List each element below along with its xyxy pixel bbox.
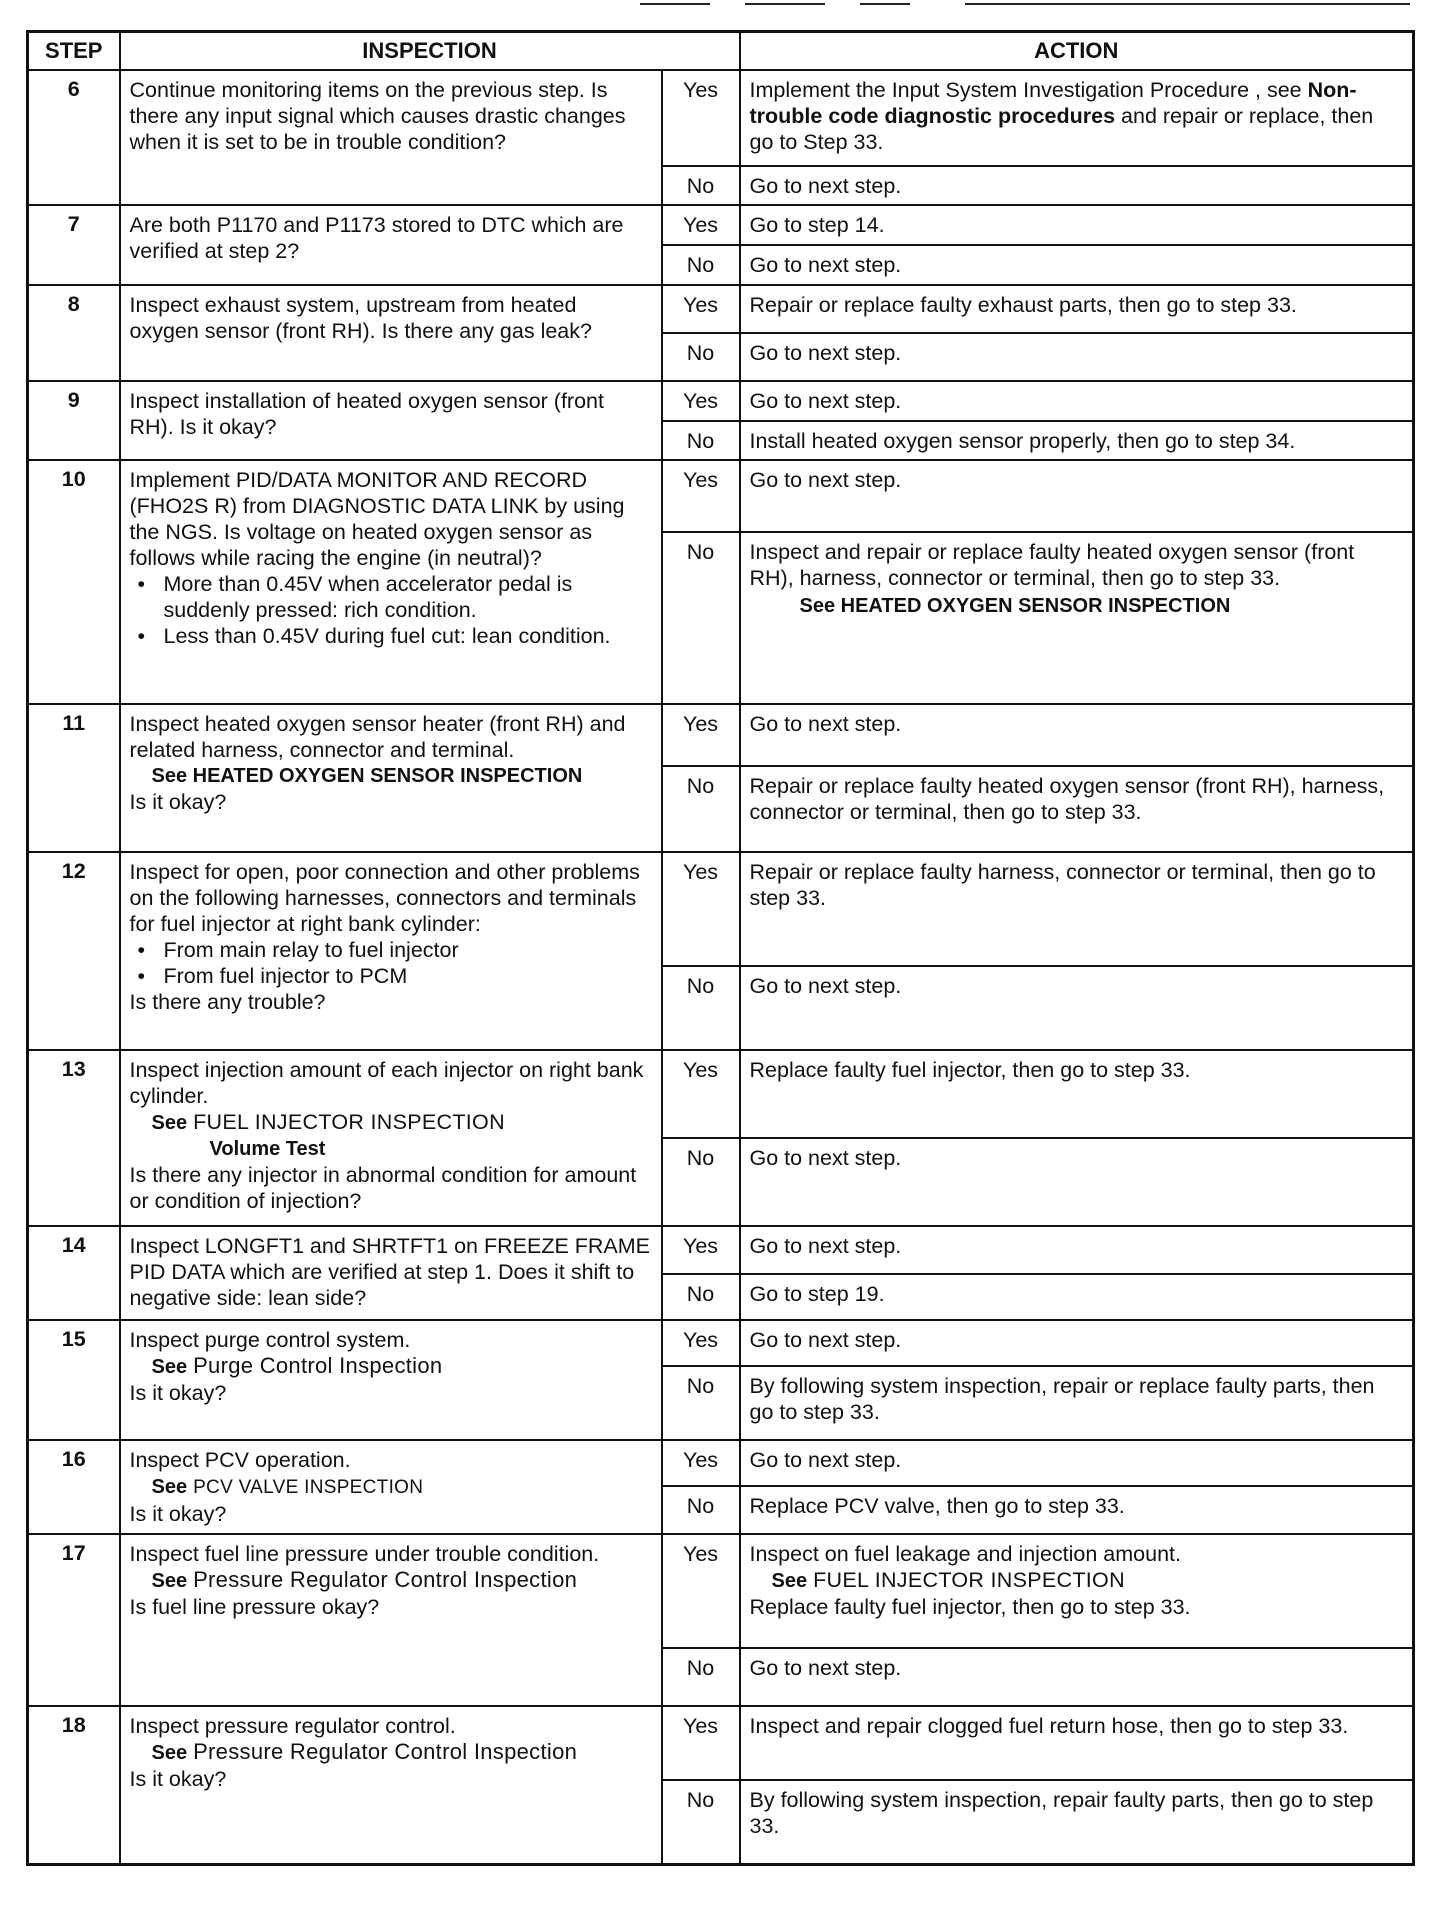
see-reference bbox=[130, 1353, 651, 1380]
yes-action bbox=[740, 1534, 1414, 1648]
step-number: 8 bbox=[28, 285, 120, 381]
step-number: 12 bbox=[28, 852, 120, 1050]
no-label: No bbox=[662, 333, 740, 381]
no-label: No bbox=[662, 421, 740, 460]
yes-label: Yes bbox=[662, 704, 740, 766]
table-row bbox=[28, 704, 1414, 766]
table-row bbox=[28, 1440, 1414, 1486]
yes-action: Repair or replace faulty exhaust parts, then go to step 33. bbox=[740, 285, 1414, 333]
no-label: No bbox=[662, 1366, 740, 1440]
inspection-cell bbox=[120, 704, 662, 852]
yes-label: Yes bbox=[662, 1050, 740, 1138]
inspection-text: Inspect PCV operation. bbox=[129, 1448, 351, 1472]
inspection-cell bbox=[120, 205, 662, 285]
step-number: 10 bbox=[28, 460, 120, 704]
see-reference bbox=[130, 1473, 651, 1501]
inspection-text: Inspect pressure regulator control. bbox=[129, 1714, 456, 1738]
yes-action: Go to next step. bbox=[740, 1320, 1414, 1366]
table-row bbox=[28, 1706, 1414, 1780]
see-ref: Pressure Regulator Control Inspection bbox=[193, 1567, 578, 1592]
inspection-cell bbox=[120, 1226, 662, 1320]
inspection-cell bbox=[120, 285, 662, 381]
no-label: No bbox=[662, 1138, 740, 1226]
no-label: No bbox=[662, 966, 740, 1050]
inspection-cell bbox=[120, 1440, 662, 1534]
no-label: No bbox=[662, 245, 740, 285]
no-label: No bbox=[662, 1486, 740, 1534]
no-action: By following system inspection, repair faulty parts, then go to step 33. bbox=[740, 1780, 1414, 1864]
step-number: 6 bbox=[28, 70, 120, 205]
step-number: 9 bbox=[28, 381, 120, 460]
diagnostic-procedure-table bbox=[26, 30, 1415, 1866]
action-text: Replace faulty fuel injector, then go to step 33. bbox=[749, 1595, 1191, 1619]
see-ref: Pressure Regulator Control Inspection bbox=[193, 1739, 578, 1764]
no-action: Repair or replace faulty heated oxygen sensor (front RH), harness, connector or terminal, then go to step 33. bbox=[740, 766, 1414, 852]
see-reference bbox=[130, 1567, 651, 1594]
table-row bbox=[28, 381, 1414, 421]
inspection-question: Is it okay? bbox=[129, 1767, 227, 1791]
no-action: Go to next step. bbox=[740, 1648, 1414, 1706]
table-row bbox=[28, 285, 1414, 333]
see-reference: See HEATED OXYGEN SENSOR INSPECTION bbox=[151, 765, 583, 787]
no-action: By following system inspection, repair or replace faulty parts, then go to step 33. bbox=[740, 1366, 1414, 1440]
inspection-cell bbox=[120, 1050, 662, 1226]
yes-label: Yes bbox=[662, 285, 740, 333]
yes-label: Yes bbox=[662, 1320, 740, 1366]
see-reference bbox=[130, 1739, 651, 1766]
inspection-text: Inspect exhaust system, upstream from heated oxygen sensor (front RH). Is there any gas leak? bbox=[129, 293, 592, 343]
action-text: Inspect on fuel leakage and injection amount. bbox=[749, 1542, 1181, 1566]
inspection-text: Inspect injection amount of each injector on right bank cylinder. bbox=[129, 1058, 644, 1108]
step-number: 11 bbox=[28, 704, 120, 852]
yes-label: Yes bbox=[662, 205, 740, 245]
inspection-text: Continue monitoring items on the previous step. Is there any input signal which causes drastic changes when it is set to be in trouble condition? bbox=[129, 78, 626, 154]
yes-action: Go to next step. bbox=[740, 1226, 1414, 1274]
inspection-text: Inspect LONGFT1 and SHRTFT1 on FREEZE FRAME PID DATA which are verified at step 1. Does it shift to negative side: lean side? bbox=[129, 1234, 651, 1310]
header-inspection: INSPECTION bbox=[120, 32, 740, 71]
step-number: 17 bbox=[28, 1534, 120, 1706]
see-word: See bbox=[151, 1742, 188, 1764]
no-label: No bbox=[662, 1648, 740, 1706]
see-word: See bbox=[151, 1356, 188, 1378]
see-ref: Purge Control Inspection bbox=[193, 1353, 443, 1378]
no-action: Go to next step. bbox=[740, 166, 1414, 205]
inspection-text: Are both P1170 and P1173 stored to DTC which are verified at step 2? bbox=[129, 213, 624, 263]
see-reference bbox=[130, 1109, 651, 1136]
list-item: • From fuel injector to PCM bbox=[164, 963, 651, 989]
no-label: No bbox=[662, 1274, 740, 1320]
action-link-text: Non-trouble code diagnostic procedures bbox=[749, 78, 1357, 128]
no-action: Replace PCV valve, then go to step 33. bbox=[740, 1486, 1414, 1534]
yes-label: Yes bbox=[662, 460, 740, 532]
no-label: No bbox=[662, 766, 740, 852]
action-text: Inspect and repair or replace faulty heated oxygen sensor (front RH), harness, connector or terminal, then go to step 33. bbox=[749, 540, 1355, 590]
yes-label: Yes bbox=[662, 1440, 740, 1486]
yes-label: Yes bbox=[662, 381, 740, 421]
inspection-text: Inspect for open, poor connection and other problems on the following harnesses, connectors and terminals for fuel injector at right bank cylinder: bbox=[129, 860, 640, 936]
yes-label: Yes bbox=[662, 70, 740, 166]
table-row bbox=[28, 1320, 1414, 1366]
inspection-text: Inspect fuel line pressure under trouble condition. bbox=[129, 1542, 600, 1566]
no-action: Go to next step. bbox=[740, 333, 1414, 381]
inspection-bullets bbox=[130, 571, 651, 649]
step-number: 7 bbox=[28, 205, 120, 285]
inspection-text: Implement PID/DATA MONITOR AND RECORD (FHO2S R) from DIAGNOSTIC DATA LINK by using the NGS. Is voltage on heated oxygen sensor as follows while racing the engine (in neutral)? bbox=[129, 468, 625, 570]
see-word: See bbox=[151, 1476, 188, 1498]
step-number: 14 bbox=[28, 1226, 120, 1320]
inspection-question: Is there any trouble? bbox=[129, 990, 326, 1014]
header-action: ACTION bbox=[740, 32, 1414, 71]
action-text: and repair or replace, then go to Step 33. bbox=[749, 104, 1374, 154]
yes-action: Replace faulty fuel injector, then go to step 33. bbox=[740, 1050, 1414, 1138]
no-label: No bbox=[662, 166, 740, 205]
no-action: Install heated oxygen sensor properly, then go to step 34. bbox=[740, 421, 1414, 460]
inspection-bullets bbox=[130, 937, 651, 989]
inspection-question: Is it okay? bbox=[129, 1381, 227, 1405]
yes-label: Yes bbox=[662, 1534, 740, 1648]
table-row bbox=[28, 460, 1414, 532]
yes-action bbox=[740, 70, 1414, 166]
header-rule-fragments bbox=[0, 0, 1440, 8]
yes-label: Yes bbox=[662, 852, 740, 966]
see-ref: PCV VALVE INSPECTION bbox=[193, 1477, 424, 1498]
no-action bbox=[740, 532, 1414, 704]
yes-action: Repair or replace faulty harness, connector or terminal, then go to step 33. bbox=[740, 852, 1414, 966]
inspection-cell bbox=[120, 1534, 662, 1706]
see-word: See bbox=[151, 1112, 188, 1134]
yes-action: Go to step 14. bbox=[740, 205, 1414, 245]
inspection-question: Is there any injector in abnormal condition for amount or condition of injection? bbox=[129, 1163, 637, 1213]
see-ref: FUEL INJECTOR INSPECTION bbox=[193, 1110, 505, 1134]
table-row bbox=[28, 852, 1414, 966]
yes-label: Yes bbox=[662, 1706, 740, 1780]
inspection-text: Inspect purge control system. bbox=[129, 1328, 411, 1352]
inspection-cell bbox=[120, 852, 662, 1050]
inspection-cell bbox=[120, 381, 662, 460]
list-item: • More than 0.45V when accelerator pedal is suddenly pressed: rich condition. bbox=[164, 571, 651, 623]
no-label: No bbox=[662, 1780, 740, 1864]
yes-action: Inspect and repair clogged fuel return hose, then go to step 33. bbox=[740, 1706, 1414, 1780]
inspection-question: Is fuel line pressure okay? bbox=[129, 1595, 380, 1619]
inspection-question: Is it okay? bbox=[129, 790, 227, 814]
inspection-text: Inspect heated oxygen sensor heater (front RH) and related harness, connector and terminal. bbox=[129, 712, 626, 762]
yes-action: Go to next step. bbox=[740, 704, 1414, 766]
yes-action: Go to next step. bbox=[740, 460, 1414, 532]
see-reference bbox=[750, 1567, 1404, 1594]
inspection-question: Is it okay? bbox=[129, 1502, 227, 1526]
table-header-row bbox=[28, 32, 1414, 71]
header-step: STEP bbox=[28, 32, 120, 71]
inspection-cell bbox=[120, 1706, 662, 1864]
table-row bbox=[28, 1534, 1414, 1648]
inspection-text: Inspect installation of heated oxygen sensor (front RH). Is it okay? bbox=[129, 389, 604, 439]
list-item: • Less than 0.45V during fuel cut: lean condition. bbox=[164, 623, 651, 649]
list-item: • From main relay to fuel injector bbox=[164, 937, 651, 963]
yes-action: Go to next step. bbox=[740, 1440, 1414, 1486]
see-word: See bbox=[151, 1570, 188, 1592]
table-row bbox=[28, 205, 1414, 245]
see-word: See bbox=[771, 1570, 808, 1592]
table-row bbox=[28, 1226, 1414, 1274]
yes-label: Yes bbox=[662, 1226, 740, 1274]
see-reference: See HEATED OXYGEN SENSOR INSPECTION bbox=[799, 595, 1231, 617]
step-number: 13 bbox=[28, 1050, 120, 1226]
no-label: No bbox=[662, 532, 740, 704]
see-ref: FUEL INJECTOR INSPECTION bbox=[813, 1568, 1125, 1592]
step-number: 16 bbox=[28, 1440, 120, 1534]
table-row bbox=[28, 70, 1414, 166]
no-action: Go to next step. bbox=[740, 966, 1414, 1050]
action-text: Implement the Input System Investigation Procedure , see bbox=[749, 78, 1308, 102]
no-action: Go to next step. bbox=[740, 1138, 1414, 1226]
inspection-cell bbox=[120, 460, 662, 704]
no-action: Go to next step. bbox=[740, 245, 1414, 285]
step-number: 18 bbox=[28, 1706, 120, 1864]
sub-reference: Volume Test bbox=[209, 1138, 326, 1160]
step-number: 15 bbox=[28, 1320, 120, 1440]
inspection-cell bbox=[120, 1320, 662, 1440]
table-row bbox=[28, 1050, 1414, 1138]
no-action: Go to step 19. bbox=[740, 1274, 1414, 1320]
yes-action: Go to next step. bbox=[740, 381, 1414, 421]
inspection-cell bbox=[120, 70, 662, 205]
